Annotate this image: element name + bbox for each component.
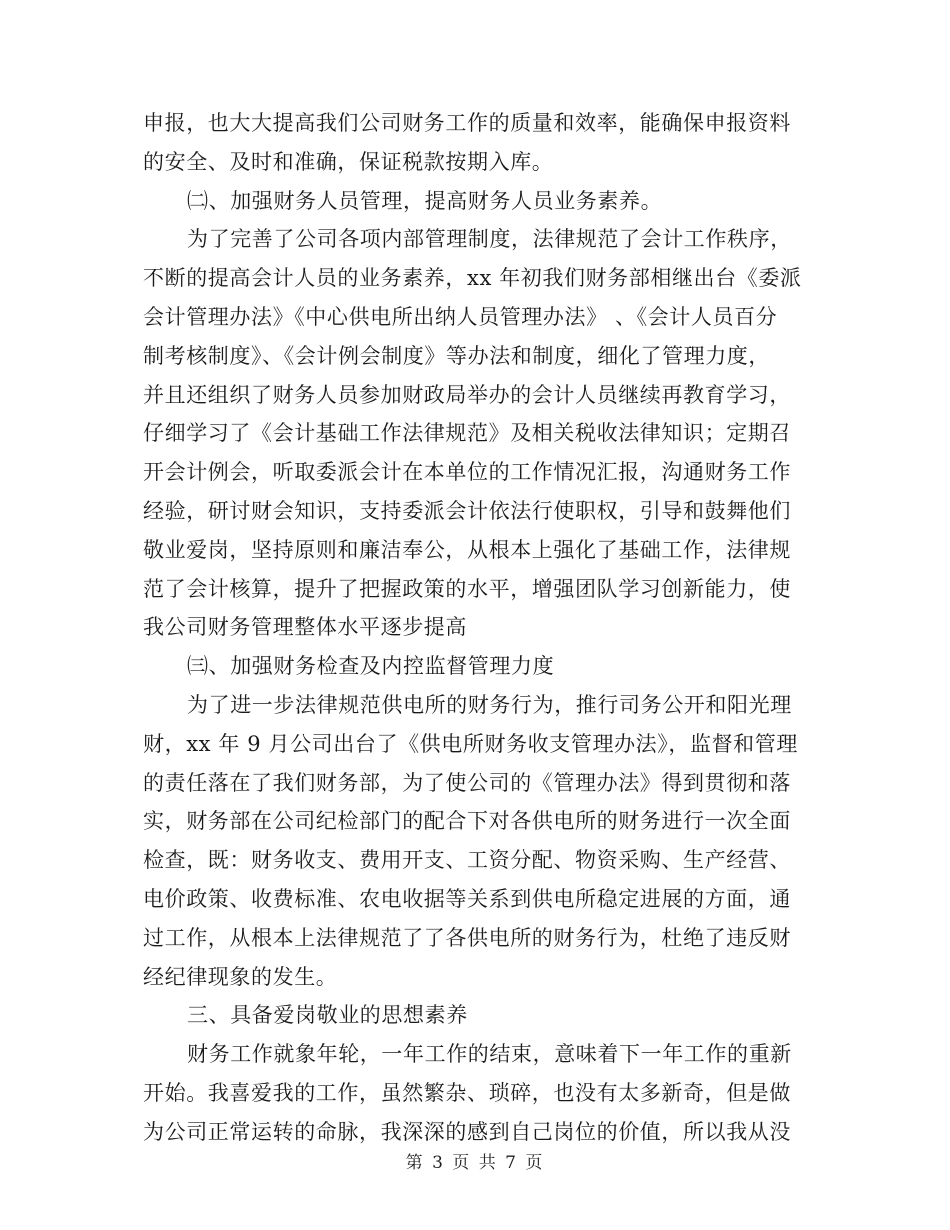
text-line: 敬业爱岗，坚持原则和廉洁奉公，从根本上强化了基础工作，法律规 xyxy=(143,537,791,562)
text-line: 的责任落在了我们财务部，为了使公司的《管理办法》得到贯彻和落 xyxy=(143,770,791,795)
text-line: 范了会计核算，提升了把握政策的水平，增强团队学习创新能力，使 xyxy=(143,576,791,601)
text-line: 过工作，从根本上法律规范了了各供电所的财务行为，杜绝了违反财 xyxy=(143,925,791,950)
text-line: 为公司正常运转的命脉，我深深的感到自己岗位的价值，所以我从没 xyxy=(143,1119,791,1144)
text-line: 会计管理办法》《中心供电所出纳人员管理办法》 、《会计人员百分 xyxy=(143,304,778,329)
text-line: 财务工作就象年轮，一年工作的结束，意味着下一年工作的重新 xyxy=(187,1042,792,1067)
text-line: 实，财务部在公司纪检部门的配合下对各供电所的财务进行一次全面 xyxy=(143,809,791,834)
text-line: 申报，也大大提高我们公司财务工作的质量和效率，能确保申报资料 xyxy=(143,111,791,135)
text-line: 电价政策、收费标准、农电收据等关系到供电所稳定进展的方面，通 xyxy=(143,886,791,911)
text-line: 的安全、及时和准确，保证税款按期入库。 xyxy=(143,149,554,174)
text-line: ㈢、加强财务检查及内控监督管理力度 xyxy=(187,654,555,679)
text-line: 为了完善了公司各项内部管理制度，法律规范了会计工作秩序， xyxy=(187,227,792,252)
text-line: 财，xx 年 9 月公司出台了《供电所财务收支管理办法》，监督和管理 xyxy=(143,731,798,756)
text-line: 开始。我喜爱我的工作，虽然繁杂、琐碎，也没有太多新奇，但是做 xyxy=(143,1080,791,1105)
text-line: 并且还组织了财务人员参加财政局举办的会计人员继续再教育学习， xyxy=(143,382,791,407)
text-line: 经纪律现象的发生。 xyxy=(143,964,338,989)
text-line: 经验，研讨财会知识，支持委派会计依法行使职权，引导和鼓舞他们 xyxy=(143,498,791,523)
text-line: 我公司财务管理整体水平逐步提高 xyxy=(143,615,467,640)
document-body xyxy=(143,104,808,1152)
text-line: ㈡、加强财务人员管理，提高财务人员业务素养。 xyxy=(187,188,663,213)
text-line: 仔细学习了《会计基础工作法律规范》及相关税收法律知识；定期召 xyxy=(143,421,791,446)
text-line: 开会计例会，听取委派会计在本单位的工作情况汇报，沟通财务工作 xyxy=(143,460,791,485)
text-line: 三、具备爱岗敬业的思想素养 xyxy=(187,1003,468,1028)
text-line: 不断的提高会计人员的业务素养，xx 年初我们财务部相继出台《委派 xyxy=(143,266,802,291)
page-footer: 第 3 页 共 7 页 xyxy=(405,1153,545,1173)
text-line: 检查，既：财务收支、费用开支、工资分配、物资采购、生产经营、 xyxy=(143,848,791,873)
text-line: 为了进一步法律规范供电所的财务行为，推行司务公开和阳光理 xyxy=(187,692,792,717)
text-line: 制考核制度》、《会计例会制度》等办法和制度，细化了管理力度， xyxy=(143,343,770,368)
